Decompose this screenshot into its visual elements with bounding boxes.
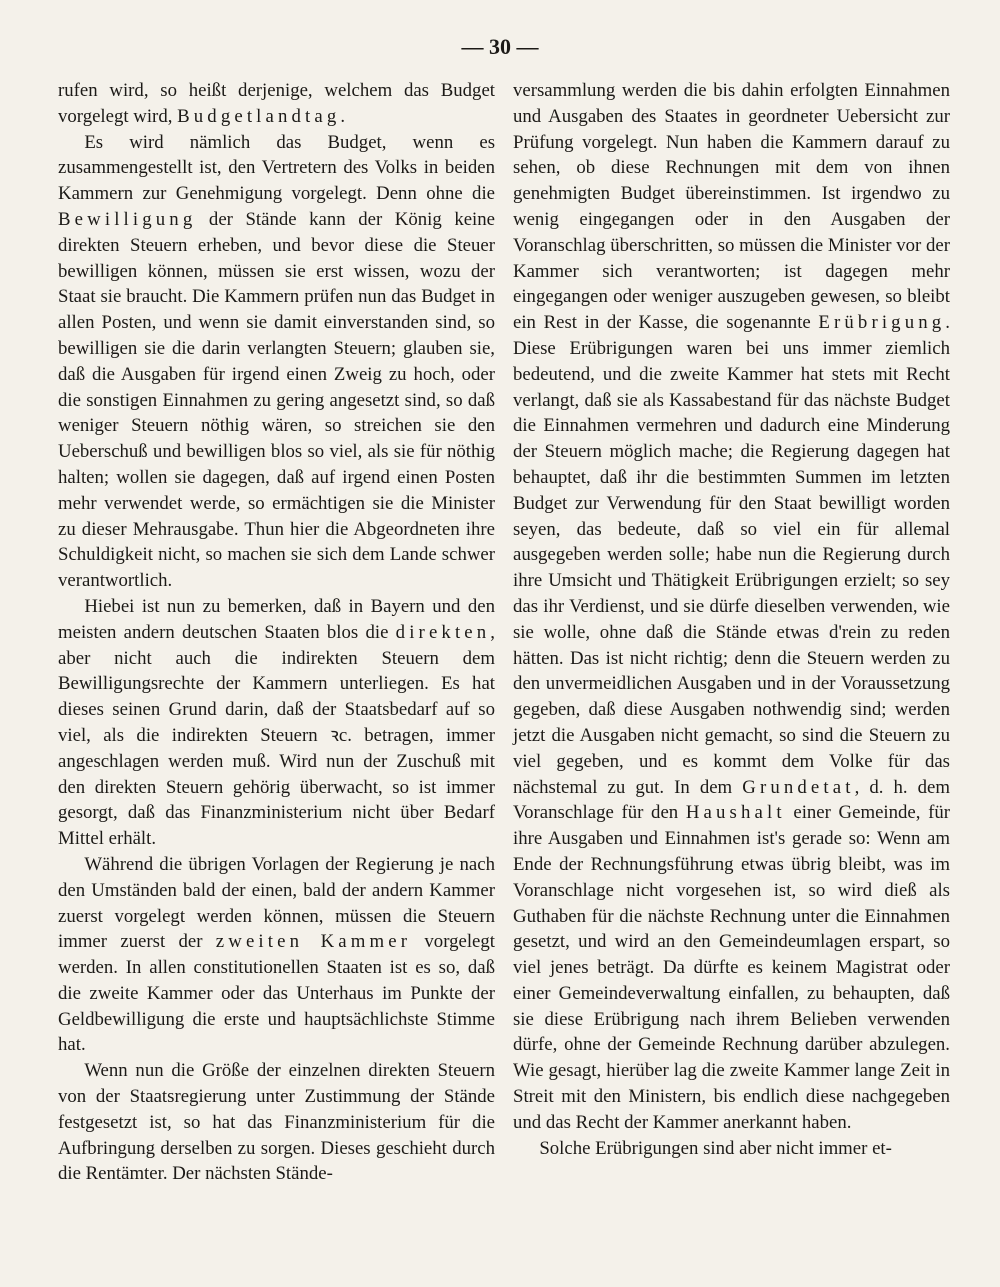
spaced-term: Grundetat (742, 776, 855, 798)
left-column (58, 78, 495, 1187)
page-number: — 30 — (461, 34, 539, 59)
spaced-term: zweiten Kammer (215, 931, 412, 953)
text-run: . Diese Erübrigungen waren bei uns immer ziemlich bedeutend, und die zweite Kammer hat stets mit Recht verlangt, daß sie als Kassabestand für das nächste Budget die Einnahmen vermehren und dadurch eine Minderung der Steuern möglich mache; die Regierung dagegen hat behauptet, daß ihr die bestimmten Summen im letzten Budget zur Verwendung für den Staat bewilligt worden seyen, das bedeute, daß so viel ein für allemal ausgegeben werden solle; habe nun die Regierung durch ihre Umsicht und Thätigkeit Erübrigungen erzielt; so sey das ihr Verdienst, und sie dürfe dieselben verwenden, wie sie wolle, ohne daß die Stände etwas d'rein zu reden hätten. Das ist nicht richtig; denn die Steuern werden zu den unvermeidlichen Ausgaben und in der Voraussetzung gegeben, daß diese Ausgaben nothwendig sind; werden jetzt die Ausgaben nicht gemacht, so sind die Steuern zu viel gegeben, und es kommt dem Volke für das nächstemal zu gut. In dem (513, 312, 950, 798)
text-run: Es wird nämlich das Budget, wenn es zusammengestellt ist, den Vertretern des Volks in beiden Kammern zur Genehmigung vorgelegt. Denn ohne die (58, 131, 495, 205)
paragraph (513, 1136, 950, 1162)
spaced-term: Erübrigung (818, 312, 946, 334)
spaced-term: Bewilligung (58, 208, 197, 230)
spaced-term: direkten (395, 621, 491, 643)
paragraph (58, 130, 495, 594)
text-run: , aber nicht auch die indirekten Steuern dem Bewilligungsrechte der Kammern unterliegen. Es hat dieses seinen Grund darin, daß der Staatsbedarf auf so viel, als die indirekten Steuern ꝛc. betragen, immer angeschlagen werden muß. Wird nun der Zuschuß mit den direkten Steuern gehörig überwacht, so ist immer gesorgt, daß das Finanzministerium nicht über Bedarf Mittel erhält. (58, 621, 495, 850)
text-run: , d. h. dem Voranschlage für den (513, 776, 950, 824)
text-run: Wenn nun die Größe der einzelnen direkten Steuern von der Staatsregierung unter Zustimmung der Stände festgesetzt ist, so hat das Finanzministerium für die Aufbringung derselben zu sorgen. Dieses geschieht durch die Rentämter. Der nächsten Stände- (58, 1060, 495, 1185)
spaced-term: Haushalt (685, 802, 786, 824)
text-run: der Stände kann der König keine direkten Steuern erheben, und bevor diese die Steuer bewilligen können, müssen sie erst wissen, wozu der Staat sie braucht. Die Kammern prüfen nun das Budget in allen Posten, und wenn sie damit einverstanden sind, so bewilligen sie die darin verlangten Steuern; glauben sie, daß die Ausgaben für irgend einen Zweig zu hoch, oder die sonstigen Einnahmen zu gering angesetzt sind, so daß weniger Steuern nöthig wären, so streichen sie den Ueberschuß und bewilligen blos so viel, als sie für nöthig halten; wollen sie dagegen, daß auf irgend einen Posten mehr verwendet werde, so ermächtigen sie die Minister zu dieser Mehrausgabe. Thun hier die Abgeordneten ihre Schuldigkeit nicht, so machen sie sich dem Lande schwer verantwortlich. (58, 208, 495, 592)
text-run: einer Gemeinde, für ihre Ausgaben und Einnahmen ist's gerade so: Wenn am Ende der Rechnungsführung etwas übrig bleibt, was im Voranschlage nicht vorgesehen ist, so wird dieß als Guthaben für die nächste Rechnung unter die Einnahmen gesetzt, und wird an den Gemeindeumlagen erspart, so viel jenes beträgt. Da dürfte es keinem Magistrat oder einer Gemeindeverwaltung einfallen, zu behaupten, daß sie diese Erübrigung nach ihrem Belieben verwenden dürfe, ohne der Gemeinde Rechnung darüber abzulegen. Wie gesagt, hierüber lag die zweite Kammer lange Zeit in Streit mit den Ministern, bis endlich diese nachgegeben und das Recht der Kammer anerkannt haben. (513, 802, 950, 1133)
text-run: Hiebei ist nun zu bemerken, daß in Bayern und den meisten andern deutschen Staaten blos die (58, 595, 495, 643)
spaced-term: Budgetlandtag (177, 105, 341, 127)
text-run: rufen wird, so heißt derjenige, welchem das Budget vorgelegt wird, (58, 80, 495, 127)
paragraph (58, 594, 495, 852)
text-run: . (340, 105, 346, 127)
paragraph (58, 1058, 495, 1187)
right-column (513, 78, 950, 1161)
paragraph (513, 78, 950, 1136)
text-run: versammlung werden die bis dahin erfolgten Einnahmen und Ausgaben des Staates in geordneter Uebersicht zur Prüfung vorgelegt. Nun haben die Kammern darauf zu sehen, ob diese Rechnungen mit dem von ihnen genehmigten Budget übereinstimmen. Ist irgendwo zu wenig eingegangen oder in den Ausgaben der Voranschlag überschritten, so müssen die Minister vor der Kammer sich verantworten; ist dagegen mehr eingegangen oder weniger auszugeben gewesen, so bleibt ein Rest in der Kasse, die sogenannte (513, 80, 950, 334)
text-run: vorgelegt werden. In allen constitutionellen Staaten ist es so, daß die zweite Kammer oder das Unterhaus im Punkte der Geldbewilligung die erste und hauptsächlichste Stimme hat. (58, 931, 496, 1056)
text-run: Während die übrigen Vorlagen der Regierung je nach den Umständen bald der einen, bald der andern Kammer zuerst vorgelegt werden können, müssen die Steuern immer zuerst der (58, 853, 495, 953)
paragraph (58, 852, 495, 1058)
text-run: Solche Erübrigungen sind aber nicht immer et- (539, 1137, 892, 1159)
paragraph (58, 78, 495, 130)
